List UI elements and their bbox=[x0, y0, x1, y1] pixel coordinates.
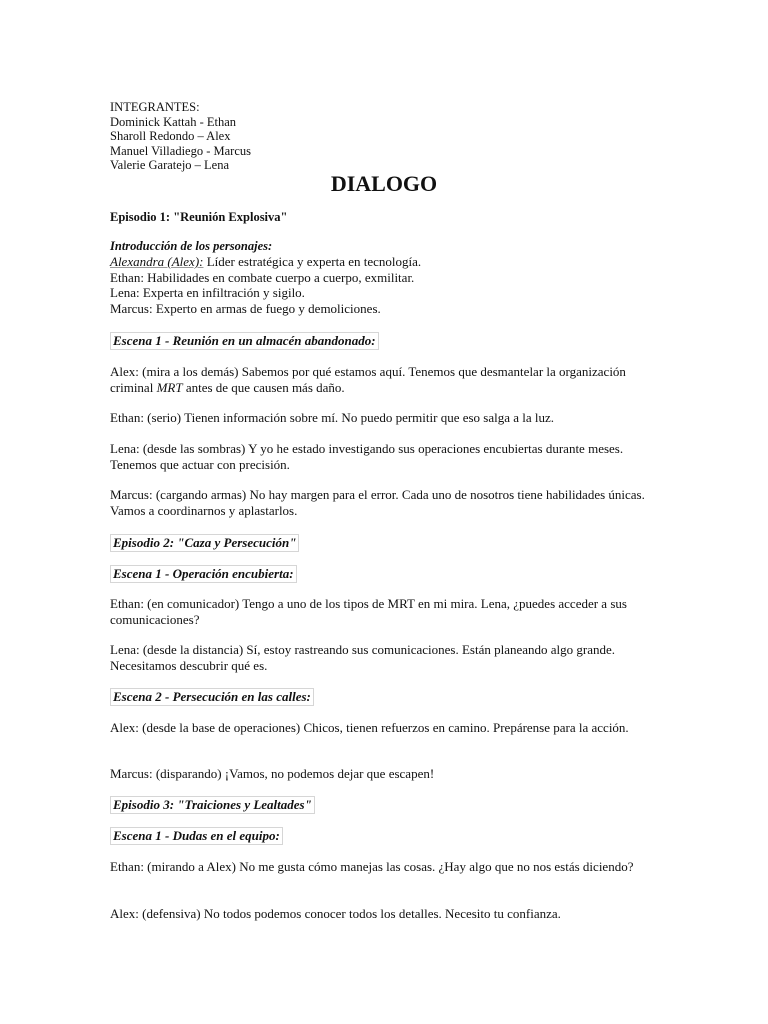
character-intro bbox=[110, 239, 670, 316]
episode-heading-wrap bbox=[110, 534, 670, 552]
episode3-heading: Episodio 3: "Traiciones y Lealtades" bbox=[110, 796, 315, 814]
char-alex bbox=[110, 254, 670, 270]
episode-heading-wrap bbox=[110, 796, 670, 814]
dialogue-line: Ethan: (mirando a Alex) No me gusta cómo manejas las cosas. ¿Hay algo que no nos estás diciendo? bbox=[110, 859, 634, 874]
dialogue-text: antes de que causen más daño. bbox=[182, 379, 345, 395]
member-item: Manuel Villadiego - Marcus bbox=[110, 143, 251, 158]
episode2-heading: Episodio 2: "Caza y Persecución" bbox=[110, 534, 299, 552]
alex-desc: Líder estratégica y experta en tecnología. bbox=[203, 254, 422, 269]
dialogue-line: Lena: (desde la distancia) Sí, estoy rastreando sus comunicaciones. Están planeando algo grande. Necesitamos descubrir qué es. bbox=[110, 642, 616, 673]
dialogue-line: Marcus: (cargando armas) No hay margen para el error. Cada uno de nosotros tiene habilidades únicas. Vamos a coordinarnos y aplastarlos. bbox=[110, 487, 645, 518]
member-item: Sharoll Redondo – Alex bbox=[110, 129, 231, 143]
member-item: Dominick Kattah - Ethan bbox=[110, 114, 237, 129]
dialogue-line: Ethan: (en comunicador) Tengo a uno de los tipos de MRT en mi mira. Lena, ¿puedes acceder a sus comunicaciones? bbox=[110, 596, 627, 627]
member-item: Valerie Garatejo – Lena bbox=[110, 158, 230, 172]
dialogue-line: Alex: (defensiva) No todos podemos conocer todos los detalles. Necesito tu confianza. bbox=[110, 906, 561, 921]
scene-heading-wrap bbox=[110, 688, 670, 706]
char-marcus: Marcus: Experto en armas de fuego y demoliciones. bbox=[110, 300, 381, 316]
dialogue-line bbox=[110, 364, 670, 395]
episode1-heading: Episodio 1: "Reunión Explosiva" bbox=[110, 210, 288, 224]
scene-heading-wrap bbox=[110, 565, 670, 583]
document-title: DIALOGO bbox=[330, 171, 438, 196]
alex-name: Alexandra (Alex): bbox=[110, 254, 204, 269]
dialogue-text: Alex: (mira a los demás) Sabemos por qué estamos aquí. Tenemos que desmantelar la organización criminal bbox=[110, 364, 626, 395]
scene-heading: Escena 1 - Operación encubierta: bbox=[110, 565, 297, 583]
intro-heading: Introducción de los personajes: bbox=[110, 239, 273, 253]
dialogue-line: Marcus: (disparando) ¡Vamos, no podemos dejar que escapen! bbox=[110, 766, 435, 781]
char-lena: Lena: Experta en infiltración y sigilo. bbox=[110, 285, 305, 300]
scene-heading: Escena 2 - Persecución en las calles: bbox=[110, 688, 314, 706]
scene-heading-wrap bbox=[110, 332, 670, 350]
scene-heading: Escena 1 - Reunión en un almacén abandonado: bbox=[110, 332, 379, 350]
dialogue-line: Lena: (desde las sombras) Y yo he estado investigando sus operaciones encubiertas durante meses. Tenemos que actuar con precisión. bbox=[110, 441, 624, 472]
scene-heading-wrap bbox=[110, 827, 670, 845]
members-list bbox=[110, 100, 670, 173]
dialogue-line: Ethan: (serio) Tienen información sobre mí. No puedo permitir que eso salga a la luz. bbox=[110, 410, 555, 425]
dialogue-line: Alex: (desde la base de operaciones) Chicos, tienen refuerzos en camino. Prepárense para la acción. bbox=[110, 720, 629, 735]
char-ethan: Ethan: Habilidades en combate cuerpo a cuerpo, exmilitar. bbox=[110, 269, 415, 285]
members-label: INTEGRANTES: bbox=[110, 100, 200, 114]
scene-heading: Escena 1 - Dudas en el equipo: bbox=[110, 827, 283, 845]
org-name: MRT bbox=[156, 379, 183, 395]
